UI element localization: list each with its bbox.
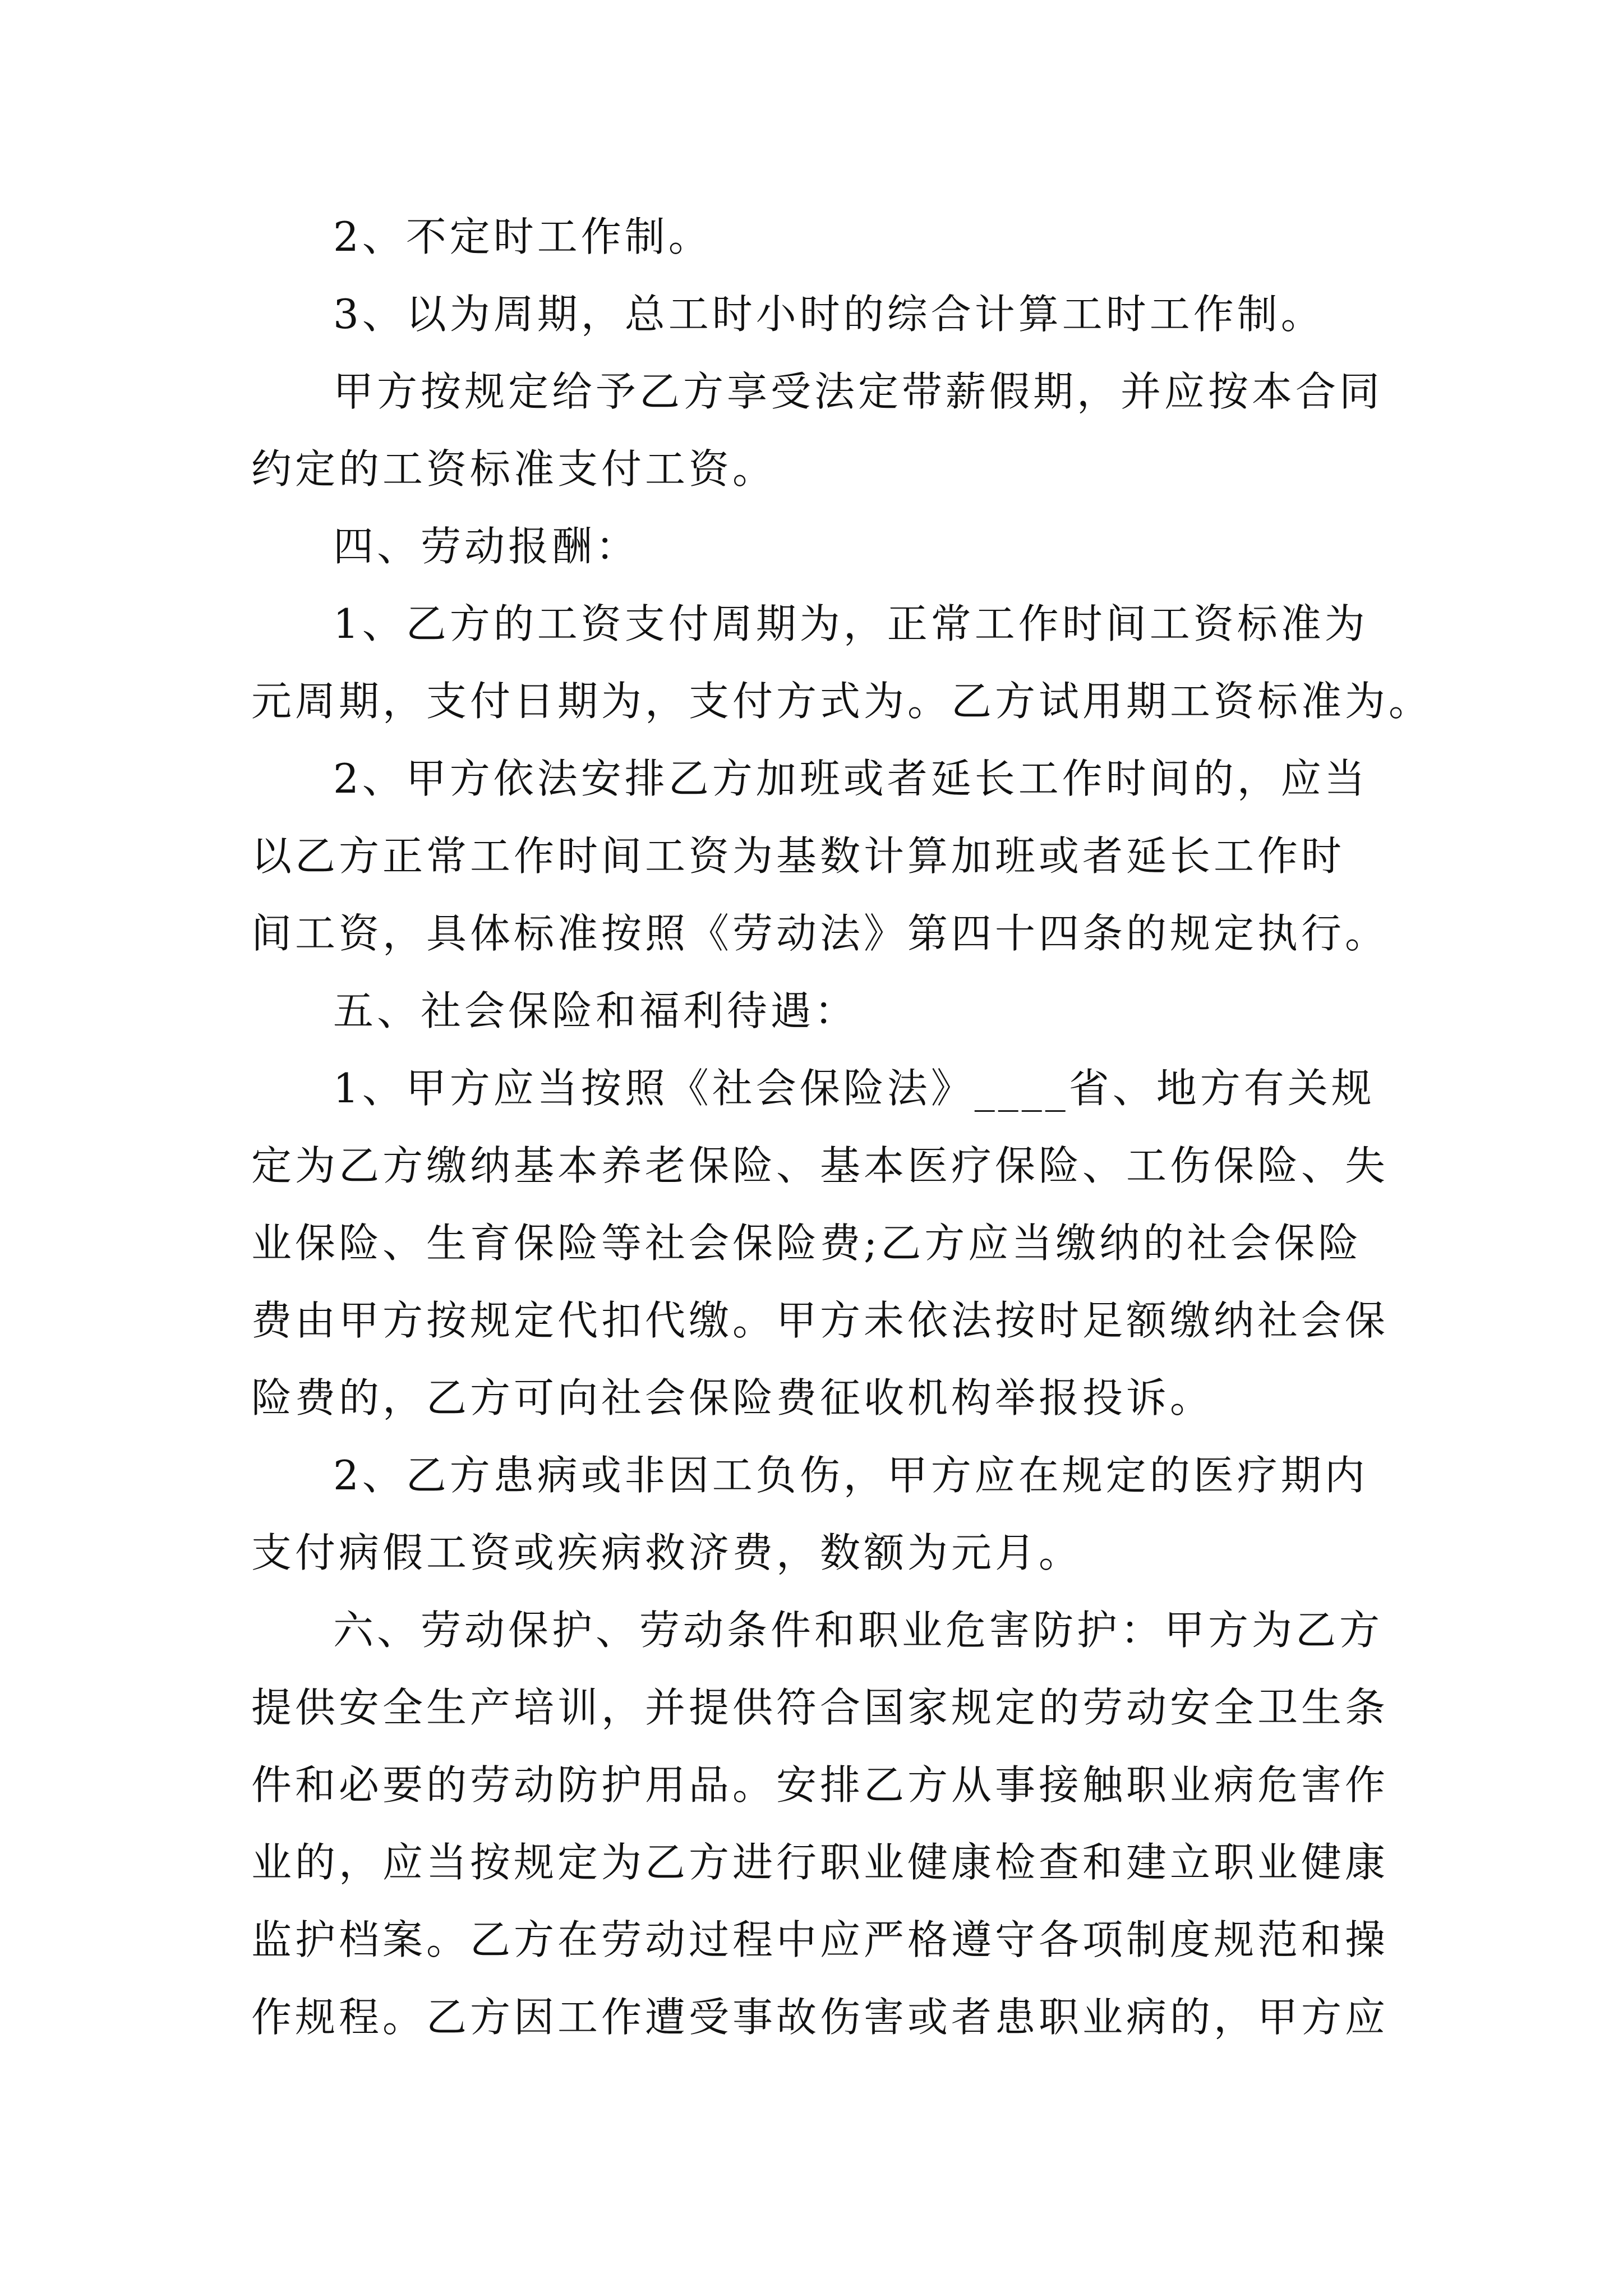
text-line: 1、甲方应当按照《社会保险法》____省、地方有关规 — [333, 1065, 1375, 1112]
text-line: 以乙方正常工作时间工资为基数计算加班或者延长工作时 — [251, 832, 1345, 880]
text-line: 险费的，乙方可向社会保险费征收机构举报投诉。 — [251, 1374, 1214, 1421]
text-line: 1、乙方的工资支付周期为，正常工作时间工资标准为 — [333, 600, 1368, 647]
text-line: 业的，应当按规定为乙方进行职业健康检查和建立职业健康 — [251, 1839, 1389, 1886]
section-heading: 四、劳动报酬： — [333, 523, 640, 570]
text-line: 间工资，具体标准按照《劳动法》第四十四条的规定执行。 — [251, 910, 1389, 957]
text-line: 支付病假工资或疾病救济费，数额为元月。 — [251, 1529, 1083, 1576]
text-line: 2、乙方患病或非因工负伤，甲方应在规定的医疗期内 — [333, 1452, 1368, 1499]
text-line: 费由甲方按规定代扣代缴。甲方未依法按时足额缴纳社会保 — [251, 1297, 1389, 1344]
text-line: 提供安全生产培训，并提供符合国家规定的劳动安全卫生条 — [251, 1684, 1389, 1731]
section-heading: 五、社会保险和福利待遇： — [333, 987, 859, 1034]
text-line: 元周期，支付日期为，支付方式为。乙方试用期工资标准为。 — [251, 678, 1433, 725]
section-heading: 六、劳动保护、劳动条件和职业危害防护：甲方为乙方 — [333, 1607, 1384, 1654]
text-line: 约定的工资标准支付工资。 — [251, 445, 777, 493]
text-line: 监护档案。乙方在劳动过程中应严格遵守各项制度规范和操 — [251, 1916, 1389, 1963]
text-line: 作规程。乙方因工作遭受事故伤害或者患职业病的，甲方应 — [251, 1994, 1389, 2041]
text-line: 件和必要的劳动防护用品。安排乙方从事接触职业病危害作 — [251, 1761, 1389, 1809]
text-line: 2、不定时工作制。 — [333, 213, 712, 260]
text-line: 定为乙方缴纳基本养老保险、基本医疗保险、工伤保险、失 — [251, 1142, 1389, 1189]
text-line: 3、以为周期，总工时小时的综合计算工时工作制。 — [333, 291, 1325, 338]
text-line: 甲方按规定给予乙方享受法定带薪假期，并应按本合同 — [333, 368, 1384, 415]
text-line: 业保险、生育保险等社会保险费;乙方应当缴纳的社会保险 — [251, 1220, 1362, 1267]
text-line: 2、甲方依法安排乙方加班或者延长工作时间的，应当 — [333, 755, 1368, 802]
